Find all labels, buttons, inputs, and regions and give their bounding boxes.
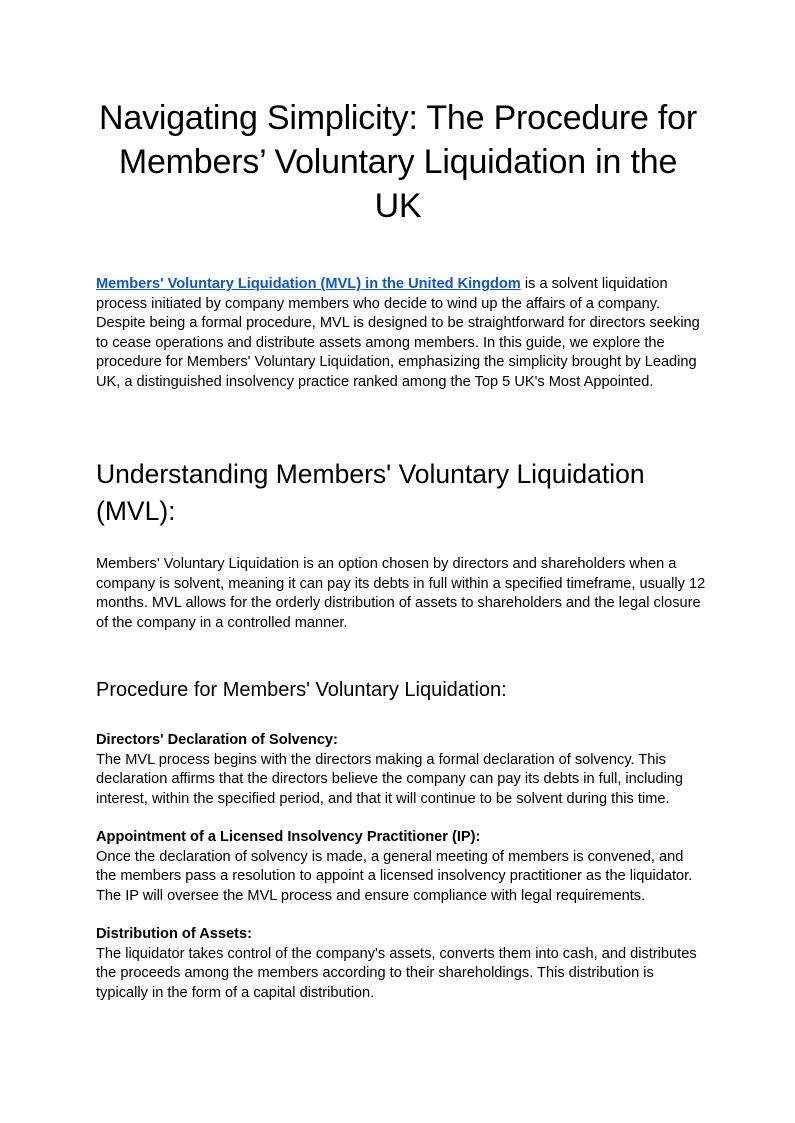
step-title: Directors' Declaration of Solvency: [96, 732, 338, 748]
document-title: Navigating Simplicity: The Procedure for Members’ Voluntary Liquidation in the UK [99, 99, 697, 225]
procedure-step [96, 731, 706, 809]
intro-text: is a solvent liquidation process initiated by company members who decide to wind up the affairs of a company. Despite being a formal procedure, MVL is designed to be straightforward for directors seeking to cease operations and distribute assets among members. In this guide, we explore the procedure for Members' Voluntary Liquidation, emphasizing the simplicity brought by Leading UK, a distinguished insolvency practice ranked among the Top 5 UK's Most Appointed. [96, 276, 700, 390]
intro-paragraph [96, 275, 706, 392]
step-body: The MVL process begins with the directors making a formal declaration of solvency. This declaration affirms that the directors believe the company can pay its debts in full, including interest, within the specified period, and that it will continue to be solvent during this time. [96, 751, 684, 807]
procedure-heading: Procedure for Members' Voluntary Liquidation: [96, 679, 507, 701]
step-title: Appointment of a Licensed Insolvency Practitioner (IP): [96, 829, 481, 845]
procedure-step [96, 925, 706, 1003]
mvl-uk-link[interactable]: Members' Voluntary Liquidation (MVL) in the United Kingdom [96, 276, 521, 292]
step-title: Distribution of Assets: [96, 926, 252, 942]
step-body: The liquidator takes control of the company's assets, converts them into cash, and distributes the proceeds among the members according to their shareholdings. This distribution is typically in the form of a capital distribution. [96, 945, 697, 1001]
understanding-heading: Understanding Members' Voluntary Liquidation (MVL): [96, 459, 645, 526]
step-body: Once the declaration of solvency is made, a general meeting of members is convened, and the members pass a resolution to appoint a licensed insolvency practitioner as the liquidator. The IP will oversee the MVL process and ensure compliance with legal requirements. [96, 848, 693, 904]
procedure-step [96, 828, 706, 906]
understanding-paragraph: Members' Voluntary Liquidation is an option chosen by directors and shareholders when a company is solvent, meaning it can pay its debts in full within a specified timeframe, usually 12 months. MVL allows for the orderly distribution of assets to shareholders and the legal closure of the company in a controlled manner. [96, 556, 706, 631]
